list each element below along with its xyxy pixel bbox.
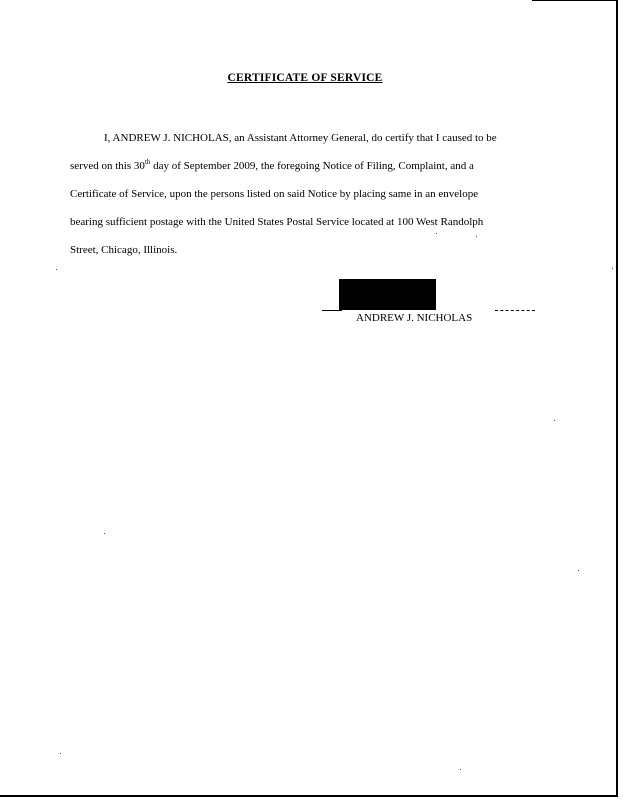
body-line-4: bearing sufficient postage with the United States Postal Service located at 100 West Randolph <box>70 216 484 228</box>
signer-name: ANDREW J. NICHOLAS <box>356 312 473 324</box>
signature-line-right <box>495 310 535 311</box>
redacted-signature <box>339 279 436 310</box>
certificate-title: CERTIFICATE OF SERVICE <box>227 72 383 84</box>
scan-speck <box>578 570 579 571</box>
scan-speck <box>60 753 61 754</box>
top-edge-mark <box>532 0 618 1</box>
scan-speck <box>460 769 461 770</box>
day-ordinal-suffix: th <box>144 158 151 166</box>
certificate-body <box>70 124 570 264</box>
scan-speck <box>104 533 105 534</box>
body-line-3: Certificate of Service, upon the persons listed on said Notice by placing same in an envelope <box>70 188 479 200</box>
scan-speck <box>436 233 437 234</box>
scan-speck <box>612 268 613 269</box>
body-line-2-end: day of September 2009, the foregoing Notice of Filing, Complaint, and a <box>150 160 474 172</box>
body-line-5: Street, Chicago, Illinois. <box>70 244 178 256</box>
body-line-2 <box>70 152 570 180</box>
signature-line-left <box>322 310 342 311</box>
scan-speck <box>56 269 57 270</box>
scan-speck <box>476 236 477 237</box>
scan-speck <box>554 420 555 421</box>
body-line-2-start: served on this 30 <box>70 160 145 172</box>
body-line-1: I, ANDREW J. NICHOLAS, an Assistant Attorney General, do certify that I caused to be <box>104 132 497 144</box>
